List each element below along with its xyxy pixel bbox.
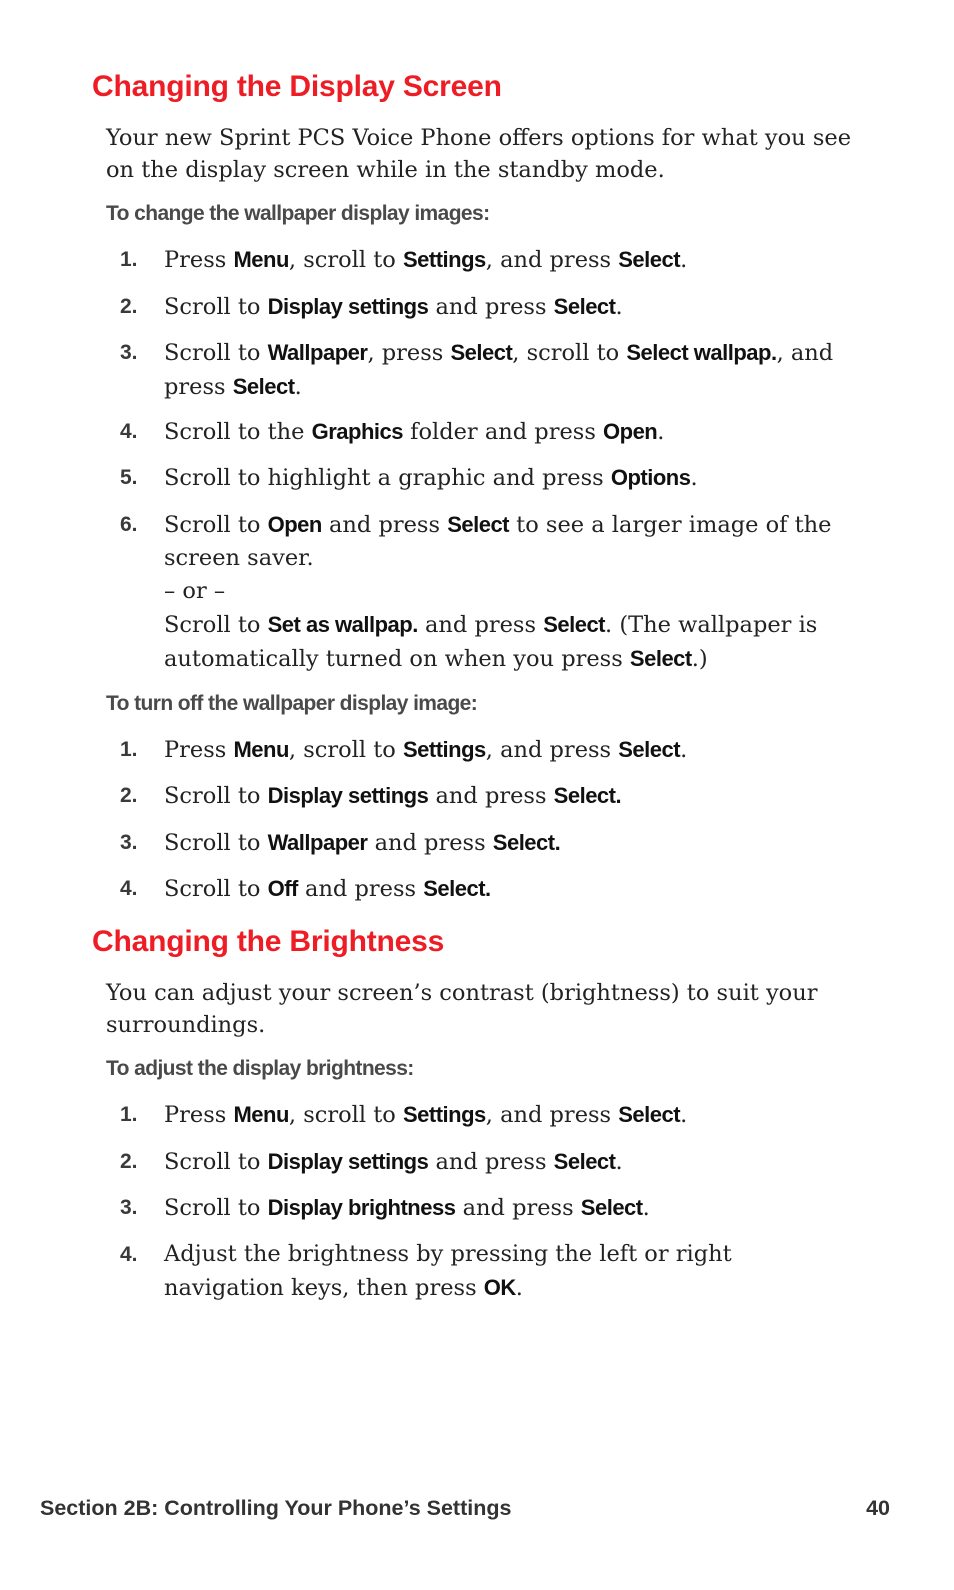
step-text: Scroll to the Graphics folder and press Open. — [164, 419, 665, 445]
step-number: 5. — [120, 466, 138, 489]
step-text: Scroll to Display settings and press Select. — [164, 294, 623, 320]
step-number: 1. — [120, 248, 138, 271]
footer-section-label: Section 2B: Controlling Your Phone’s Settings — [40, 1496, 512, 1520]
step-number: 6. — [120, 513, 138, 536]
step-number: 2. — [120, 1150, 138, 1173]
list-item — [120, 1098, 850, 1132]
list-item — [120, 826, 850, 860]
step-text: Scroll to Display brightness and press Select. — [164, 1195, 650, 1221]
step-text: Press Menu, scroll to Settings, and press Select. — [164, 1102, 688, 1128]
list-item — [120, 872, 850, 906]
step-number: 3. — [120, 831, 138, 854]
step-number: 4. — [120, 877, 138, 900]
step-text: Scroll to Display settings and press Select. — [164, 783, 622, 809]
list-item — [120, 1145, 850, 1179]
list-item — [120, 508, 850, 676]
subheading-turn-off-wallpaper: To turn off the wallpaper display image: — [106, 692, 478, 715]
step-number: 4. — [120, 420, 138, 443]
step-number: 1. — [120, 738, 138, 761]
step-text: Press Menu, scroll to Settings, and press Select. — [164, 247, 688, 273]
step-text: Scroll to Display settings and press Select. — [164, 1149, 623, 1175]
intro-paragraph: Your new Sprint PCS Voice Phone offers options for what you see on the display screen while in the standby mode. — [106, 125, 852, 183]
list-item — [120, 243, 850, 277]
step-text: Scroll to Wallpaper and press Select. — [164, 830, 561, 856]
step-text: Press Menu, scroll to Settings, and press Select. — [164, 737, 688, 763]
subheading-adjust-brightness: To adjust the display brightness: — [106, 1057, 414, 1080]
intro-paragraph: You can adjust your screen’s contrast (brightness) to suit your surroundings. — [106, 980, 818, 1038]
section-title-brightness: Changing the Brightness — [92, 925, 445, 958]
step-text: Scroll to highlight a graphic and press Options. — [164, 465, 698, 491]
step-number: 2. — [120, 784, 138, 807]
list-item — [120, 290, 850, 324]
list-item — [120, 415, 850, 449]
page-number: 40 — [866, 1496, 890, 1520]
step-number: 4. — [120, 1243, 138, 1266]
list-item — [120, 1191, 850, 1225]
step-number: 3. — [120, 341, 138, 364]
step-text: Scroll to Open and press Select to see a larger image of the screen saver. – or – Scroll to Set as wallpap. and press Select. (The wallpaper is automatically turned on when you press Select.) — [164, 512, 832, 672]
list-item — [120, 461, 850, 495]
list-item — [120, 733, 850, 767]
step-number: 3. — [120, 1196, 138, 1219]
list-item — [120, 336, 850, 404]
section-title-display-screen: Changing the Display Screen — [92, 70, 502, 103]
or-separator: – or – — [164, 578, 226, 604]
step-number: 1. — [120, 1103, 138, 1126]
list-item — [120, 779, 850, 813]
step-text: Scroll to Wallpaper, press Select, scroll to Select wallpap., and press Select. — [164, 340, 834, 400]
step-number: 2. — [120, 295, 138, 318]
subheading-change-wallpaper: To change the wallpaper display images: — [106, 202, 490, 225]
step-text: Scroll to Off and press Select. — [164, 876, 491, 902]
step-text: Adjust the brightness by pressing the left or right navigation keys, then press OK. — [164, 1241, 732, 1301]
list-item — [120, 1238, 850, 1305]
